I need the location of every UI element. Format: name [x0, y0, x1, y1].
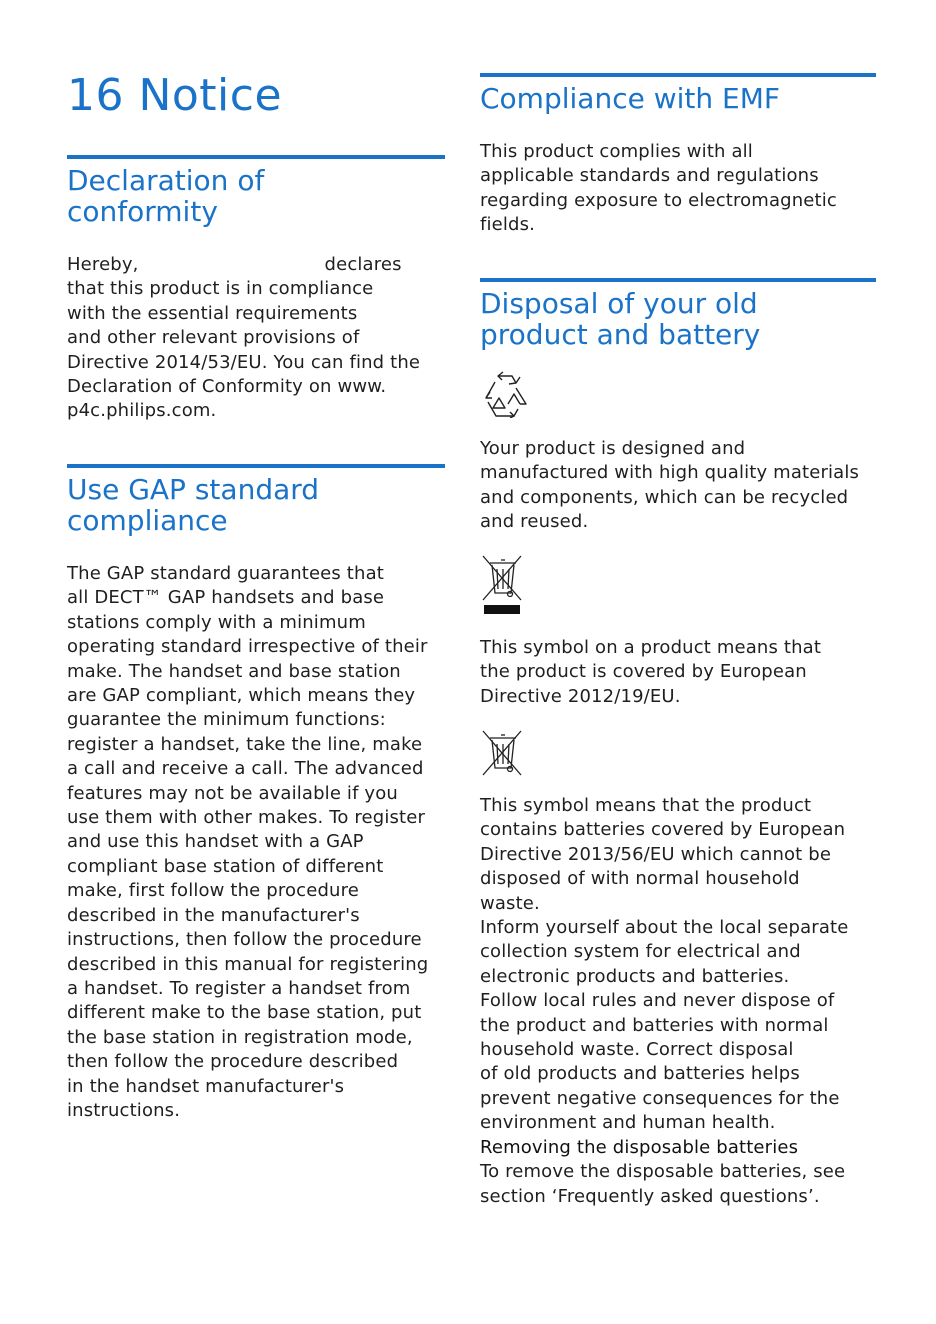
crossed-bin-icon [480, 728, 524, 780]
emf-body: This product complies with all applicable standards and regulations regarding exposure to electromagnetic fields. [480, 141, 837, 236]
removing-batteries-heading: Removing the disposable batteries [480, 1136, 799, 1158]
weee-text: This symbol on a product means that the product is covered by European Directive 2012/19/EU. [480, 637, 822, 707]
chapter-title: 16 Notice [67, 70, 283, 121]
section-divider [67, 464, 445, 468]
declaration-prefix: Hereby, [67, 254, 139, 275]
section-divider [480, 278, 876, 282]
battery-body [480, 794, 848, 1209]
crossed-bin-bar-icon [480, 553, 524, 621]
removing-batteries-text: To remove the disposable batteries, see section ‘Frequently asked questions’. [480, 1161, 846, 1207]
emf-heading: Compliance with EMF [480, 82, 780, 115]
declaration-heading: Declaration of conformity [67, 164, 265, 228]
declaration-body [67, 253, 420, 424]
gap-body: The GAP standard guarantees that all DECT™ GAP handsets and base stations comply with a minimum operating standard irrespective of their make. The handset and base station are GAP compliant, which means they guarantee the minimum functions: register a handset, take the line, make a call and receive a call. The advanced features may not be available if you use them with other makes. To register and use this handset with a GAP compliant base station of different make, first follow the procedure described in the manufacturer's instructions, then follow the procedure described in this manual for registering a handset. To register a handset from different make to the base station, put the base station in registration mode, then follow the procedure described in the handset manufacturer's instructions. [67, 563, 429, 1121]
section-divider [480, 73, 876, 77]
declaration-text: that this product is in compliance with the essential requirements and other relevant provisions of Directive 2014/53/EU. You can find the Declaration of Conformity on www. p4c.philips.com. [67, 278, 421, 422]
disposal-heading: Disposal of your old product and battery [480, 287, 761, 351]
section-divider [67, 155, 445, 159]
recycle-text: Your product is designed and manufactured with high quality materials and components, which can be recycled and reused. [480, 438, 860, 533]
battery-text: This symbol means that the product contains batteries covered by European Directive 2013/56/EU which cannot be disposed of with normal household waste. Inform yourself about the local separate collection system for electrical and electronic products and batteries. Follow local rules and never dispose of the product and batteries with normal household waste. Correct disposal of old products and batteries helps prevent negative consequences for the environment and human health. [480, 795, 849, 1134]
gap-heading: Use GAP standard compliance [67, 473, 320, 537]
recycle-icon [480, 368, 530, 422]
declaration-suffix: declares [324, 254, 402, 275]
